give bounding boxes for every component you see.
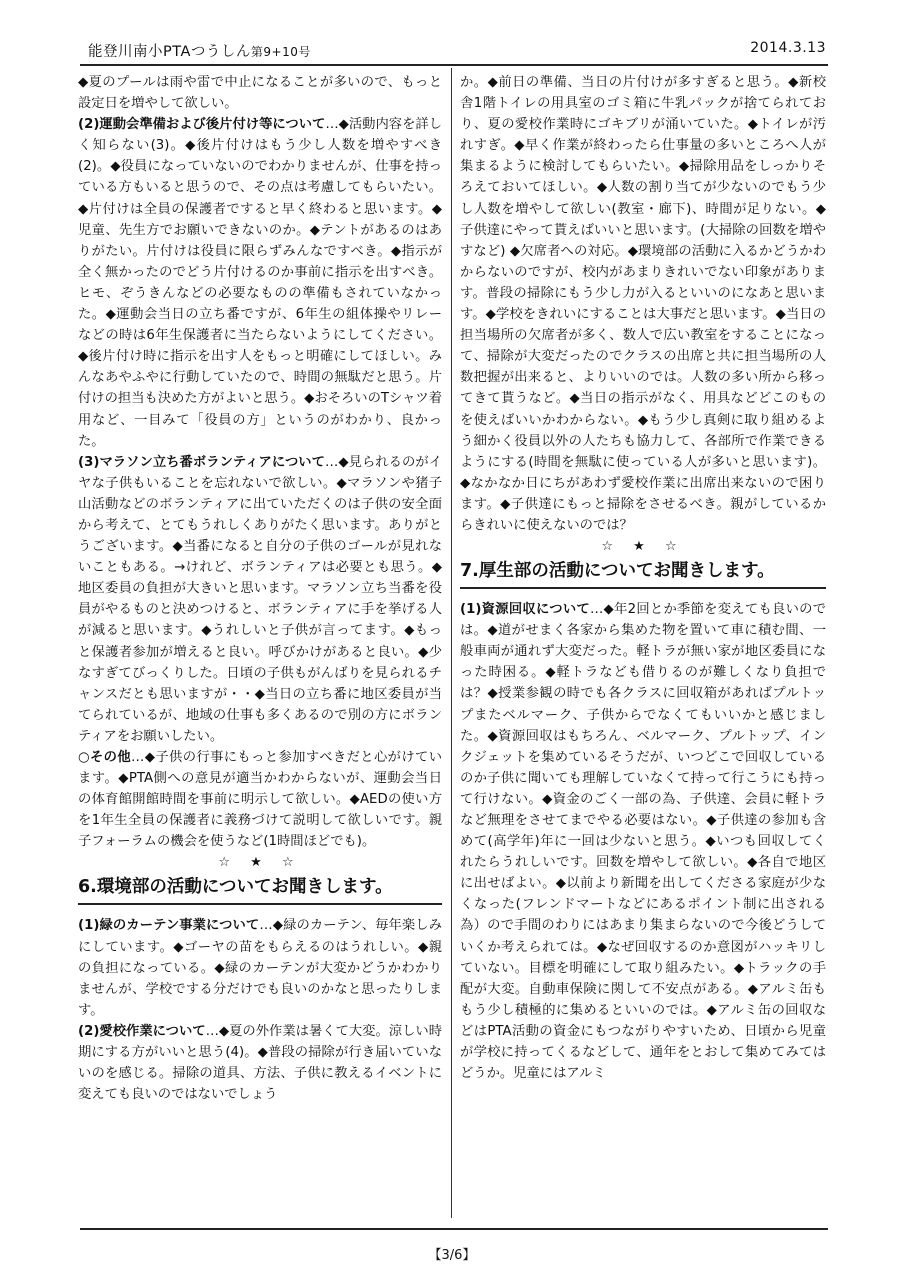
- subheading-sports-day: (2)運動会準備および後片付け等について: [78, 117, 326, 133]
- page-header: [80, 38, 828, 66]
- paragraph: [460, 599, 826, 1084]
- newsletter-title: [88, 40, 311, 61]
- footer-rule: [80, 1228, 828, 1230]
- subheading-school-cleaning: (2)愛校作業について: [78, 1023, 206, 1039]
- subheading-green-curtain: (1)緑のカーテン事業について: [78, 918, 260, 934]
- subheading-other: ○その他: [78, 750, 132, 765]
- paragraph: [78, 1021, 442, 1105]
- paragraph-text: ◆夏のプールは雨や雷で中止になることが多いので、もっと設定日を増やして欲しい。: [78, 75, 442, 112]
- paragraph: [78, 114, 442, 452]
- paragraph: [460, 72, 826, 536]
- star-separator: ☆ ★ ☆: [218, 855, 302, 871]
- paragraph-text: …◆活動内容を詳しく知らない(3)。◆後片付けはもう少し人数を増やすべき(2)。◆役員になっていないのでわかりませんが、仕事を持っている方もいると思うので、その点は考慮してもらいたい。◆片付けは全員の保護者ですると早く終わると思います。◆児童、先生方でお願いできないのか。◆テントがあるのはありがたい。片付けは役員に限らずみんなですべき。◆指示が全く無かったのでどう片付けるのか事前に指示を出すべき。ヒモ、ぞうきんなどの必要なものの準備もされていなかった。◆運動会当日の立ち番ですが、6年生の組体操やリレーなどの時は6年生保護者に当たらないようにしてください。◆後片付け時に指示を出す人をもっと明確にしてほしい。みんなあやふやに行動していたので、時間の無駄だと思う。片付けの担当も決めた方がよいと思う。◆おそろいのTシャツ着用など、一目みて「役員の方」というのがわかり、良かった。: [78, 117, 442, 449]
- paragraph: [78, 72, 442, 114]
- subheading-recycling: (1)資源回収について: [460, 602, 590, 618]
- issue-date: 2014.3.13: [750, 40, 826, 56]
- paragraph-text: …◆緑のカーテン、毎年楽しみにしています。◆ゴーヤの苗をもらえるのはうれしい。◆親の負担になっている。◆緑のカーテンが大変かどうかわかりませんが、学校でする分だけでも良いのかなと思ったりします。: [78, 918, 442, 1018]
- paragraph: [78, 915, 442, 1020]
- header-rule: [80, 64, 828, 66]
- paragraph-text: …◆子供の行事にもっと参加すべきだと心がけています。◆PTA側への意見が適当かわからないが、運動会当日の体育館開館時間を事前に明示して欲しい。◆AEDの使い方を1年生全員の保護者に義務づけて説明して欲しいです。親子フォーラムの機会を使うなど(1時間ほどでも)。: [78, 750, 442, 850]
- star-separator: ☆ ★ ☆: [601, 539, 685, 555]
- paragraph: [78, 747, 442, 852]
- paragraph-text: …◆夏の外作業は暑くて大変。涼しい時期にする方がいいと思う(4)。◆普段の掃除が行き届いていないのを感じる。掃除の道具、方法、子供に教えるイベントに変えても良いのではないでしょう: [78, 1023, 442, 1103]
- paragraph-text: …◆年2回とか季節を変えても良いのでは。◆道がせまく各家から集めた物を置いて車に積む間、一般車両が通れず大変だった。軽トラが無い家が地区委員になった時困る。◆軽トラなども借りるのが難しくなり負担では？◆授業参観の時でも各クラスに回収箱があればプルトップまたベルマーク、子供からでなくてもいいかと感じました。◆資源回収はもちろん、ベルマーク、プルトップ、インクジェットを集めているそうだが、いつどこで回収しているのか子供に聞いても理解していなくて持って行こうにも持って行けない。◆資金のごく一部の為、子供達、会員に軽トラなど無理をさせてまでやる必要はない。◆子供達の参加も含めて(高学年)年に一回は少ないと思う。◆いつも回収してくれたらうれしいです。回数を増やして欲しい。◆各自で地区に出せばよい。◆以前より新聞を出してくださる家庭が少なくなった(フレンドマートなどにあるポイント制に出される為）ので手間のわりにはあまり集まらないので今後どうしていくか考えられては。◆なぜ回収するのか意図がハッキリしていない。目標を明確にして取り組みたい。◆トラックの手配が大変。自動車保険に関して不安点がある。◆アルミ缶ももう少し積極的に集めるといいのでは。◆アルミ缶の回収などはPTA活動の資金にもつながりやすいため、日頃から児童が学校に持ってくるなどして、通年をとおして集めてみてはどうか。児童にはアルミ: [460, 602, 826, 1082]
- paragraph-text: …◆見られるのがイヤな子供もいることを忘れないで欲しい。◆マラソンや猪子山活動などのボランティアに出ていただくのは子供の安全面から考えて、とてもうれしくありがたく思います。ありがとうございます。◆当番になると自分の子供のゴールが見れないこともある。→けれど、ボランティアは必要とも思う。◆地区委員の負担が大きいと思います。マラソン立ち当番を役員がやるものと決めつけると、ボランティアに手を挙げる人が減ると思います。◆うれしいと子供が言ってます。◆もっと保護者参加が増えると良い。呼びかけがあると良い。◆少なすぎてびっくりした。日頃の子供もがんばりを見られるチャンスだとも思いますが・・◆当日の立ち番に地区委員が当てられているが、地域の仕事も多くあるので別の方にボランティアをお願いしたい。: [78, 454, 442, 744]
- section-title-environment: 6.環境部の活動についてお聞きします。: [78, 873, 442, 905]
- paragraph-text: か。◆前日の準備、当日の片付けが多すぎると思う。◆新校舎1階トイレの用具室のゴミ箱に牛乳パックが捨てられており、夏の愛校作業時にゴキブリが涌いていた。◆トイレが汚れすぎ。◆早く作業が終わったら仕事量の多いところへ人が集まるように検討してもらいたい。◆掃除用品をしっかりそろえておいてほしい。◆人数の割り当てが少ないのでもう少し人数を増やして欲しい(教室・廊下)、時間が足りない。◆子供達にやって貰えばいいと思います。(大掃除の回数を増やすなど) ◆欠席者への対応。◆環境部の活動に入るかどうかわからないのですが、校内があまりきれいでない印象があります。普段の掃除にもう少し力が入るといいのになあと思います。◆学校をきれいにすることは大事だと思います。◆当日の担当場所の欠席者が多く、数人で広い教室をすることになって、掃除が大変だったのでクラスの出席と共に担当場所の人数把握が出来ると、よりいいのでは。人数の多い所から移ってきて貰うなど。◆当日の指示がなく、用具などどこのものを使えばいいかわからない。◆もう少し真剣に取り組めるよう細かく役員以外の人たちも協力して、各部所で作業できるようにする(時間を無駄に使っている人が多いと思います)。◆なかなか日にちがあわず愛校作業に出席出来ないので困ります。◆子供達にもっと掃除をさせるべき。親がしているからきれいに使えないのでは？: [460, 75, 826, 533]
- left-column: [78, 72, 442, 1222]
- column-divider: [451, 68, 452, 1218]
- paragraph: [78, 452, 442, 747]
- section-title-welfare: 7.厚生部の活動についてお聞きします。: [460, 557, 826, 589]
- subheading-marathon: (3)マラソン立ち番ボランティアについて: [78, 454, 325, 470]
- page-number: 【3/6】: [428, 1248, 476, 1263]
- right-column: [460, 72, 826, 1222]
- issue-number: 第9+10号: [250, 45, 311, 59]
- newsletter-name: 能登川南小PTAつうしん: [88, 44, 251, 60]
